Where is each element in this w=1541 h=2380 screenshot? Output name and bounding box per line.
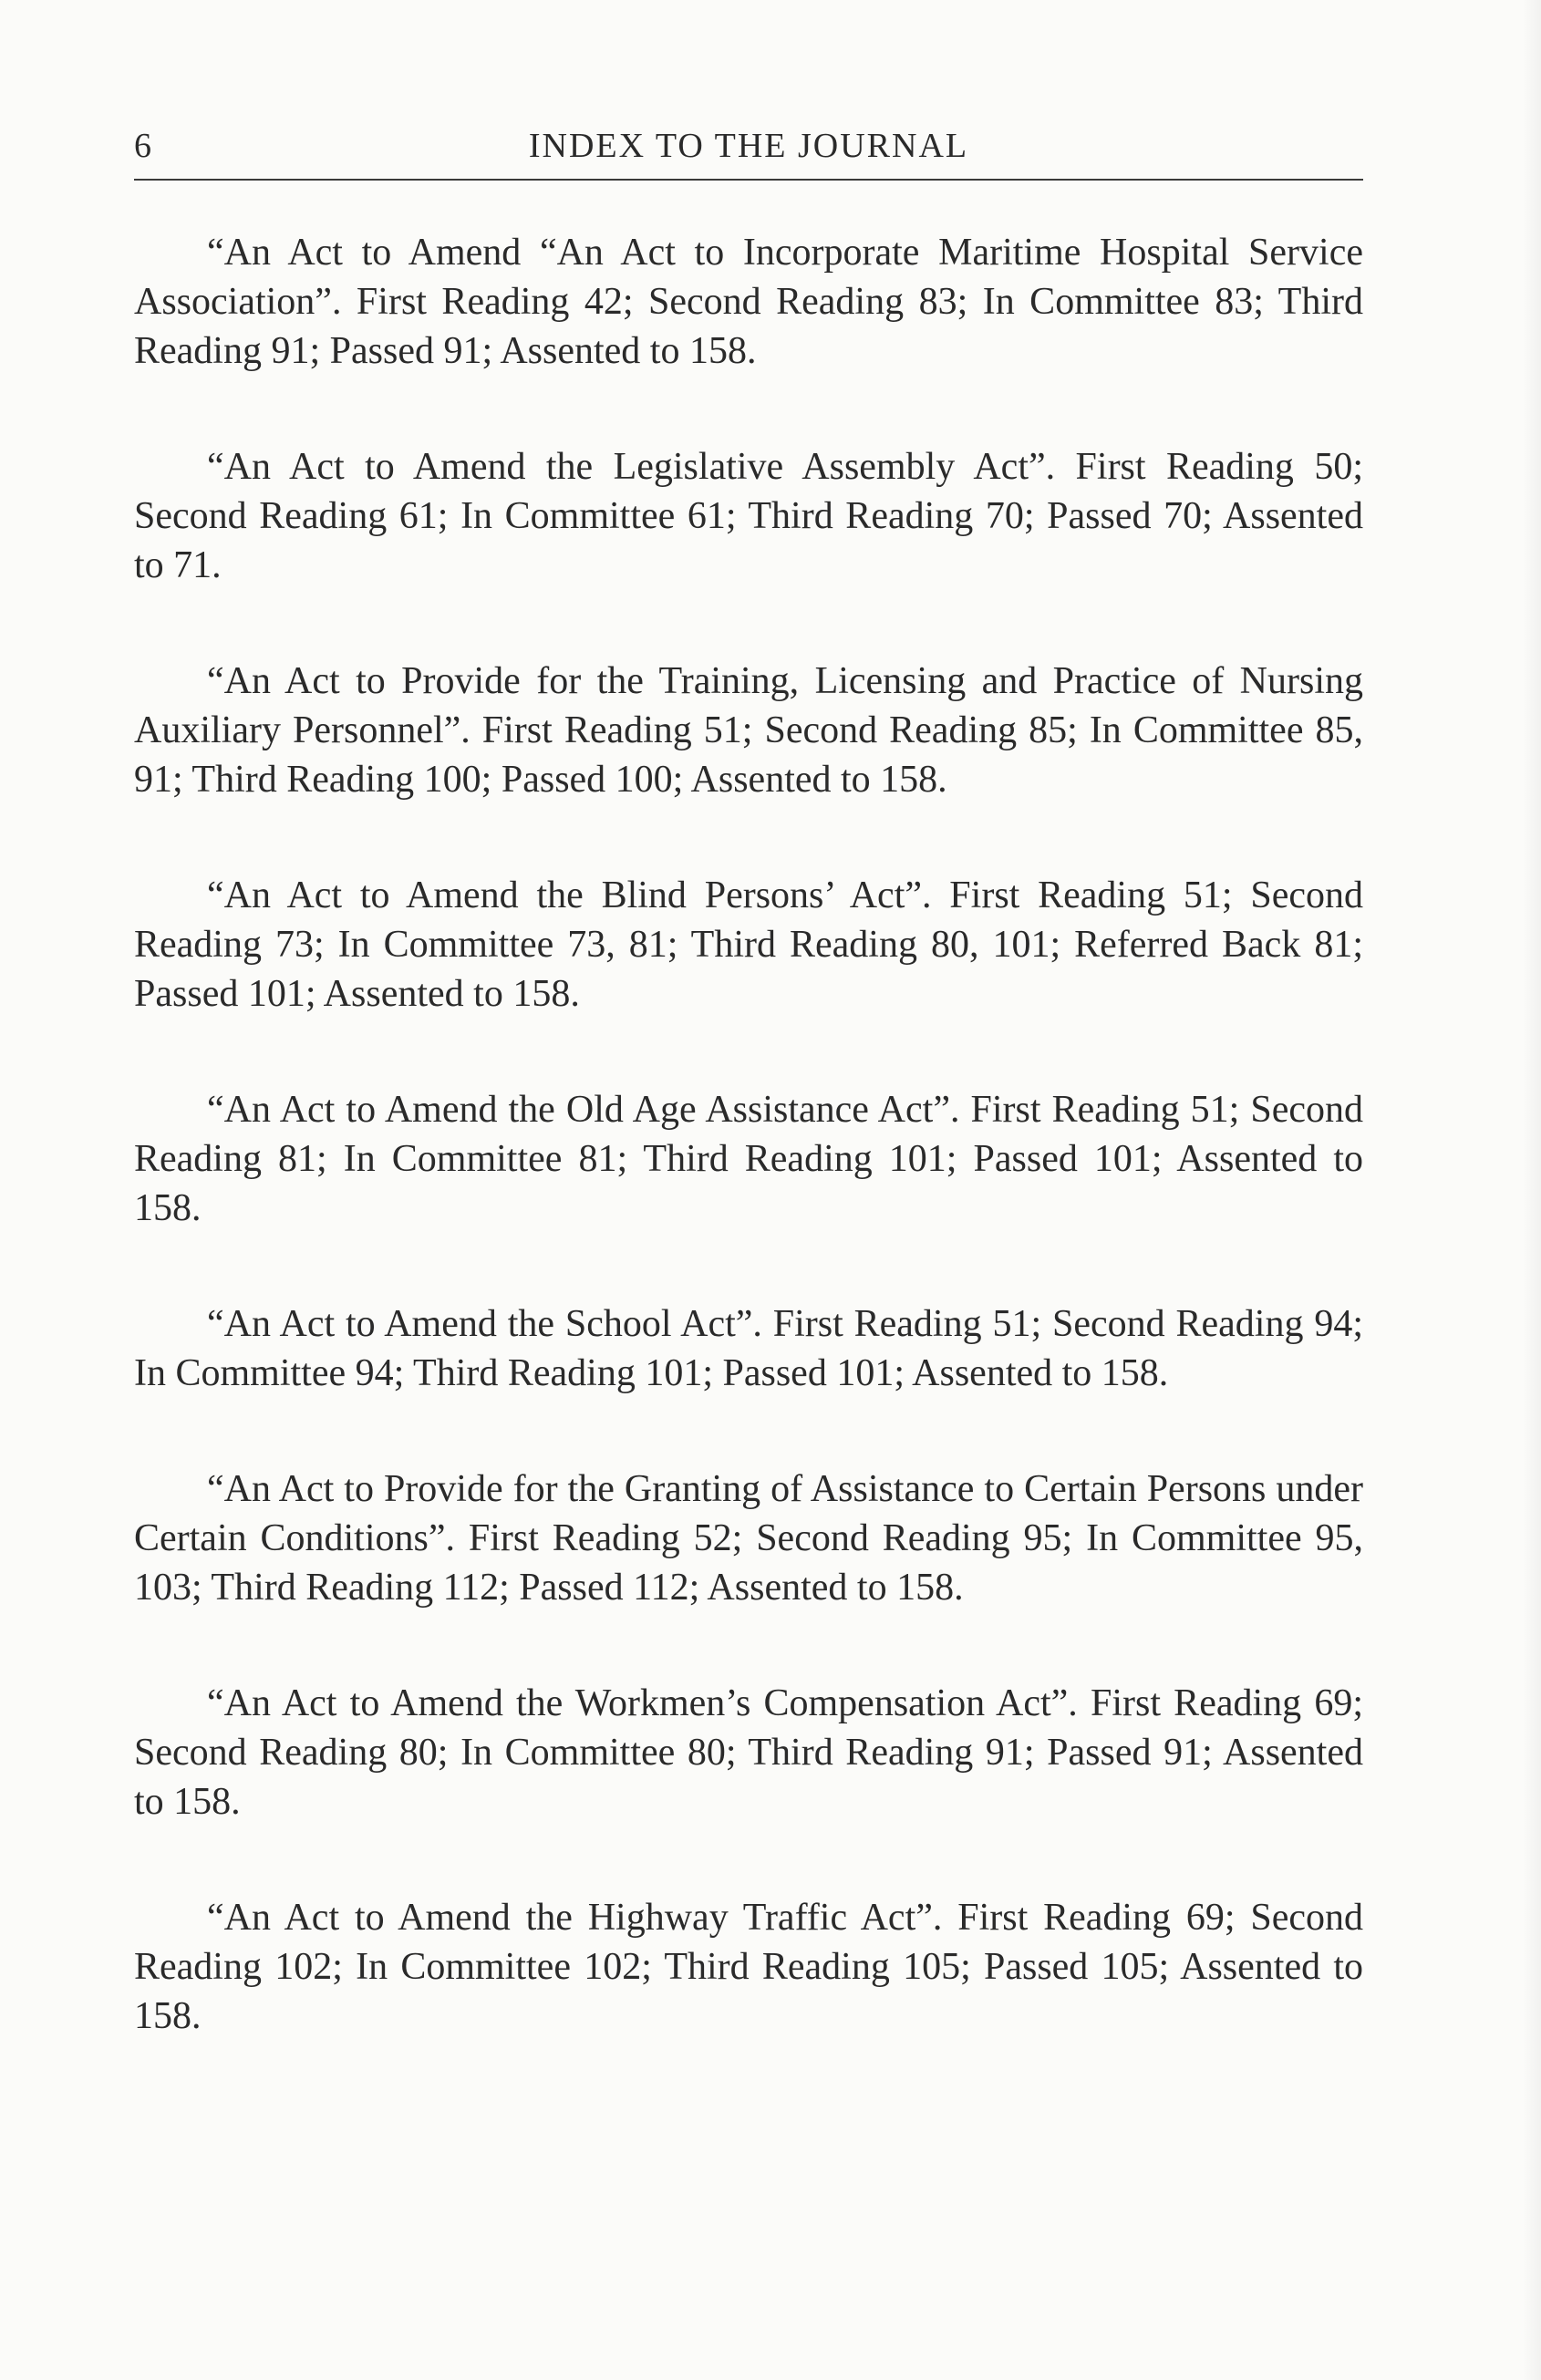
page-number: 6 xyxy=(134,127,152,165)
index-entries xyxy=(134,228,1363,2041)
index-entry: “An Act to Amend the Workmen’s Compensation Act”. First Reading 69; Second Reading 80; In Committee 80; Third Reading 91; Passed 91; Assented to 158. xyxy=(134,1682,1363,1823)
index-entry: “An Act to Amend the School Act”. First Reading 51; Second Reading 94; In Committee 94; Third Reading 101; Passed 101; Assented to 158. xyxy=(134,1303,1363,1394)
running-title: INDEX TO THE JOURNAL xyxy=(528,127,969,165)
index-entry: “An Act to Amend “An Act to Incorporate Maritime Hospital Service Association”. First Reading 42; Second Reading 83; In Committee 83; Third Reading 91; Passed 91; Assented to 158. xyxy=(134,232,1363,372)
page-header xyxy=(134,119,1363,181)
index-entry: “An Act to Amend the Highway Traffic Act”. First Reading 69; Second Reading 102; In Committee 102; Third Reading 105; Passed 105; Assented to 158. xyxy=(134,1897,1363,2037)
journal-index-page xyxy=(134,119,1363,2107)
index-entry: “An Act to Provide for the Granting of Assistance to Certain Persons under Certain Conditions”. First Reading 52; Second Reading 95; In Committee 95, 103; Third Reading 112; Passed 112; Assented to 158. xyxy=(134,1468,1363,1609)
index-entry: “An Act to Provide for the Training, Licensing and Practice of Nursing Auxiliary Personnel”. First Reading 51; Second Reading 85; In Committee 85, 91; Third Reading 100; Passed 100; Assented to 158. xyxy=(134,660,1363,801)
page-edge-shadow xyxy=(1523,0,1541,2380)
index-entry: “An Act to Amend the Blind Persons’ Act”. First Reading 51; Second Reading 73; In Committee 73, 81; Third Reading 80, 101; Referred Back 81; Passed 101; Assented to 158. xyxy=(134,874,1363,1015)
index-entry: “An Act to Amend the Old Age Assistance Act”. First Reading 51; Second Reading 81; In Committee 81; Third Reading 101; Passed 101; Assented to 158. xyxy=(134,1089,1363,1229)
index-entry: “An Act to Amend the Legislative Assembly Act”. First Reading 50; Second Reading 61; In Committee 61; Third Reading 70; Passed 70; Assented to 71. xyxy=(134,446,1363,586)
